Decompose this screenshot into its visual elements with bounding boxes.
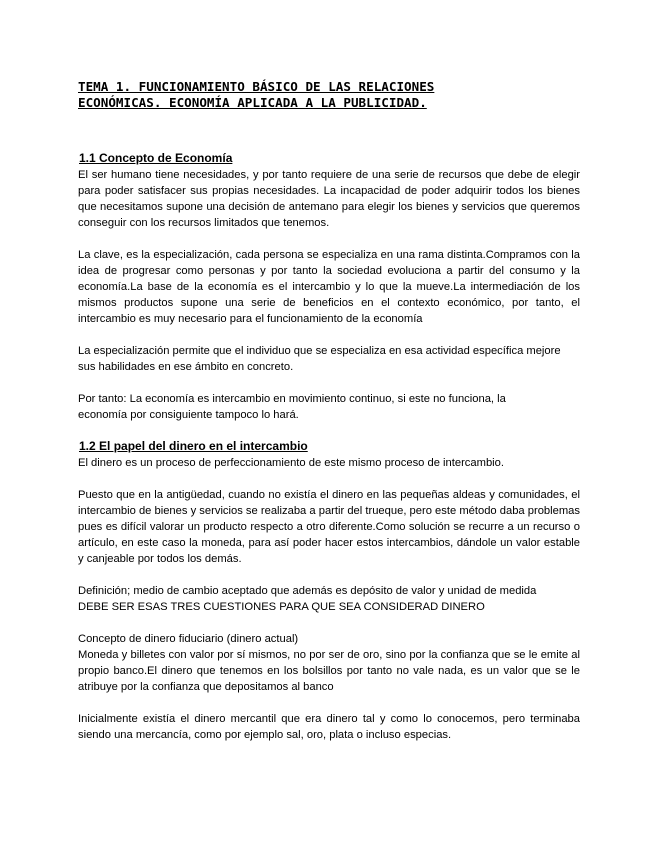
section-2-paragraph-4: Moneda y billetes con valor por sí mismos, no por ser de oro, sino por la confianza que se le emite al propio banco.El dinero que tenemos en los bolsillos por tanto no vale nada, es un valor que se le atribuye por la confianza que depositamos al banco: [78, 649, 580, 693]
section-2-subheading-fiduciario: Concepto de dinero fiduciario (dinero actual): [78, 633, 299, 645]
section-2-paragraph-2: Puesto que en la antigüedad, cuando no existía el dinero en las pequeñas aldeas y comunidades, el intercambio de bienes y servicios se realizaba a partir del trueque, pero este método daba problemas pues es difícil valorar un producto respecto a otro diferente.Como solución se recurre a un recurso o artículo, en este caso la moneda, para así poder hacer estos intercambios, dándole un valor estable y canjeable por todos los demás.: [78, 489, 580, 565]
section-2-paragraph-3: Definición; medio de cambio aceptado que además es depósito de valor y unidad de medida DEBE SER ESAS TRES CUESTIONES PARA QUE SEA CONSIDERAD DINERO: [78, 585, 537, 613]
section-2-heading: 1.2 El papel del dinero en el intercambio: [79, 439, 308, 453]
section-1-paragraph-3: La especialización permite que el individuo que se especializa en esa actividad específica mejore sus habilidades en ese ámbito en concreto.: [78, 345, 561, 373]
section-1-paragraph-4: Por tanto: La economía es intercambio en movimiento continuo, si este no funciona, la economía por consiguiente tampoco lo hará.: [78, 393, 506, 421]
section-1-paragraph-1: El ser humano tiene necesidades, y por tanto requiere de una serie de recursos que debe de elegir para poder satisfacer sus propias necesidades. La incapacidad de poder adquirir todos los bienes que necesitamos supone una decisión de antemano para elegir los bienes y servicios que queremos conseguir con los recursos limitados que tenemos.: [78, 169, 580, 229]
section-1-heading: 1.1 Concepto de Economía: [79, 151, 233, 165]
section-1-paragraph-2: La clave, es la especialización, cada persona se especializa en una rama distinta.Compramos con la idea de progresar como personas y por tanto la sociedad evoluciona a partir del consumo y la economía.La base de la economía es el intercambio y lo que la mueve.La intermediación de los mismos productos supone una serie de beneficios en el contexto económico, por tanto, el intercambio es muy necesario para el funcionamiento de la economía: [78, 249, 580, 325]
document-title: [78, 79, 558, 111]
section-2-paragraph-1: El dinero es un proceso de perfeccionamiento de este mismo proceso de intercambio.: [78, 457, 504, 469]
title-line-2: ECONÓMICAS. ECONOMÍA APLICADA A LA PUBLICIDAD.: [78, 95, 427, 110]
document-body: [78, 150, 580, 743]
section-2-paragraph-5: Inicialmente existía el dinero mercantil que era dinero tal y como lo conocemos, pero terminaba siendo una mercancía, como por ejemplo sal, oro, plata o incluso especias.: [78, 713, 580, 741]
title-line-1: TEMA 1. FUNCIONAMIENTO BÁSICO DE LAS RELACIONES: [78, 79, 435, 94]
